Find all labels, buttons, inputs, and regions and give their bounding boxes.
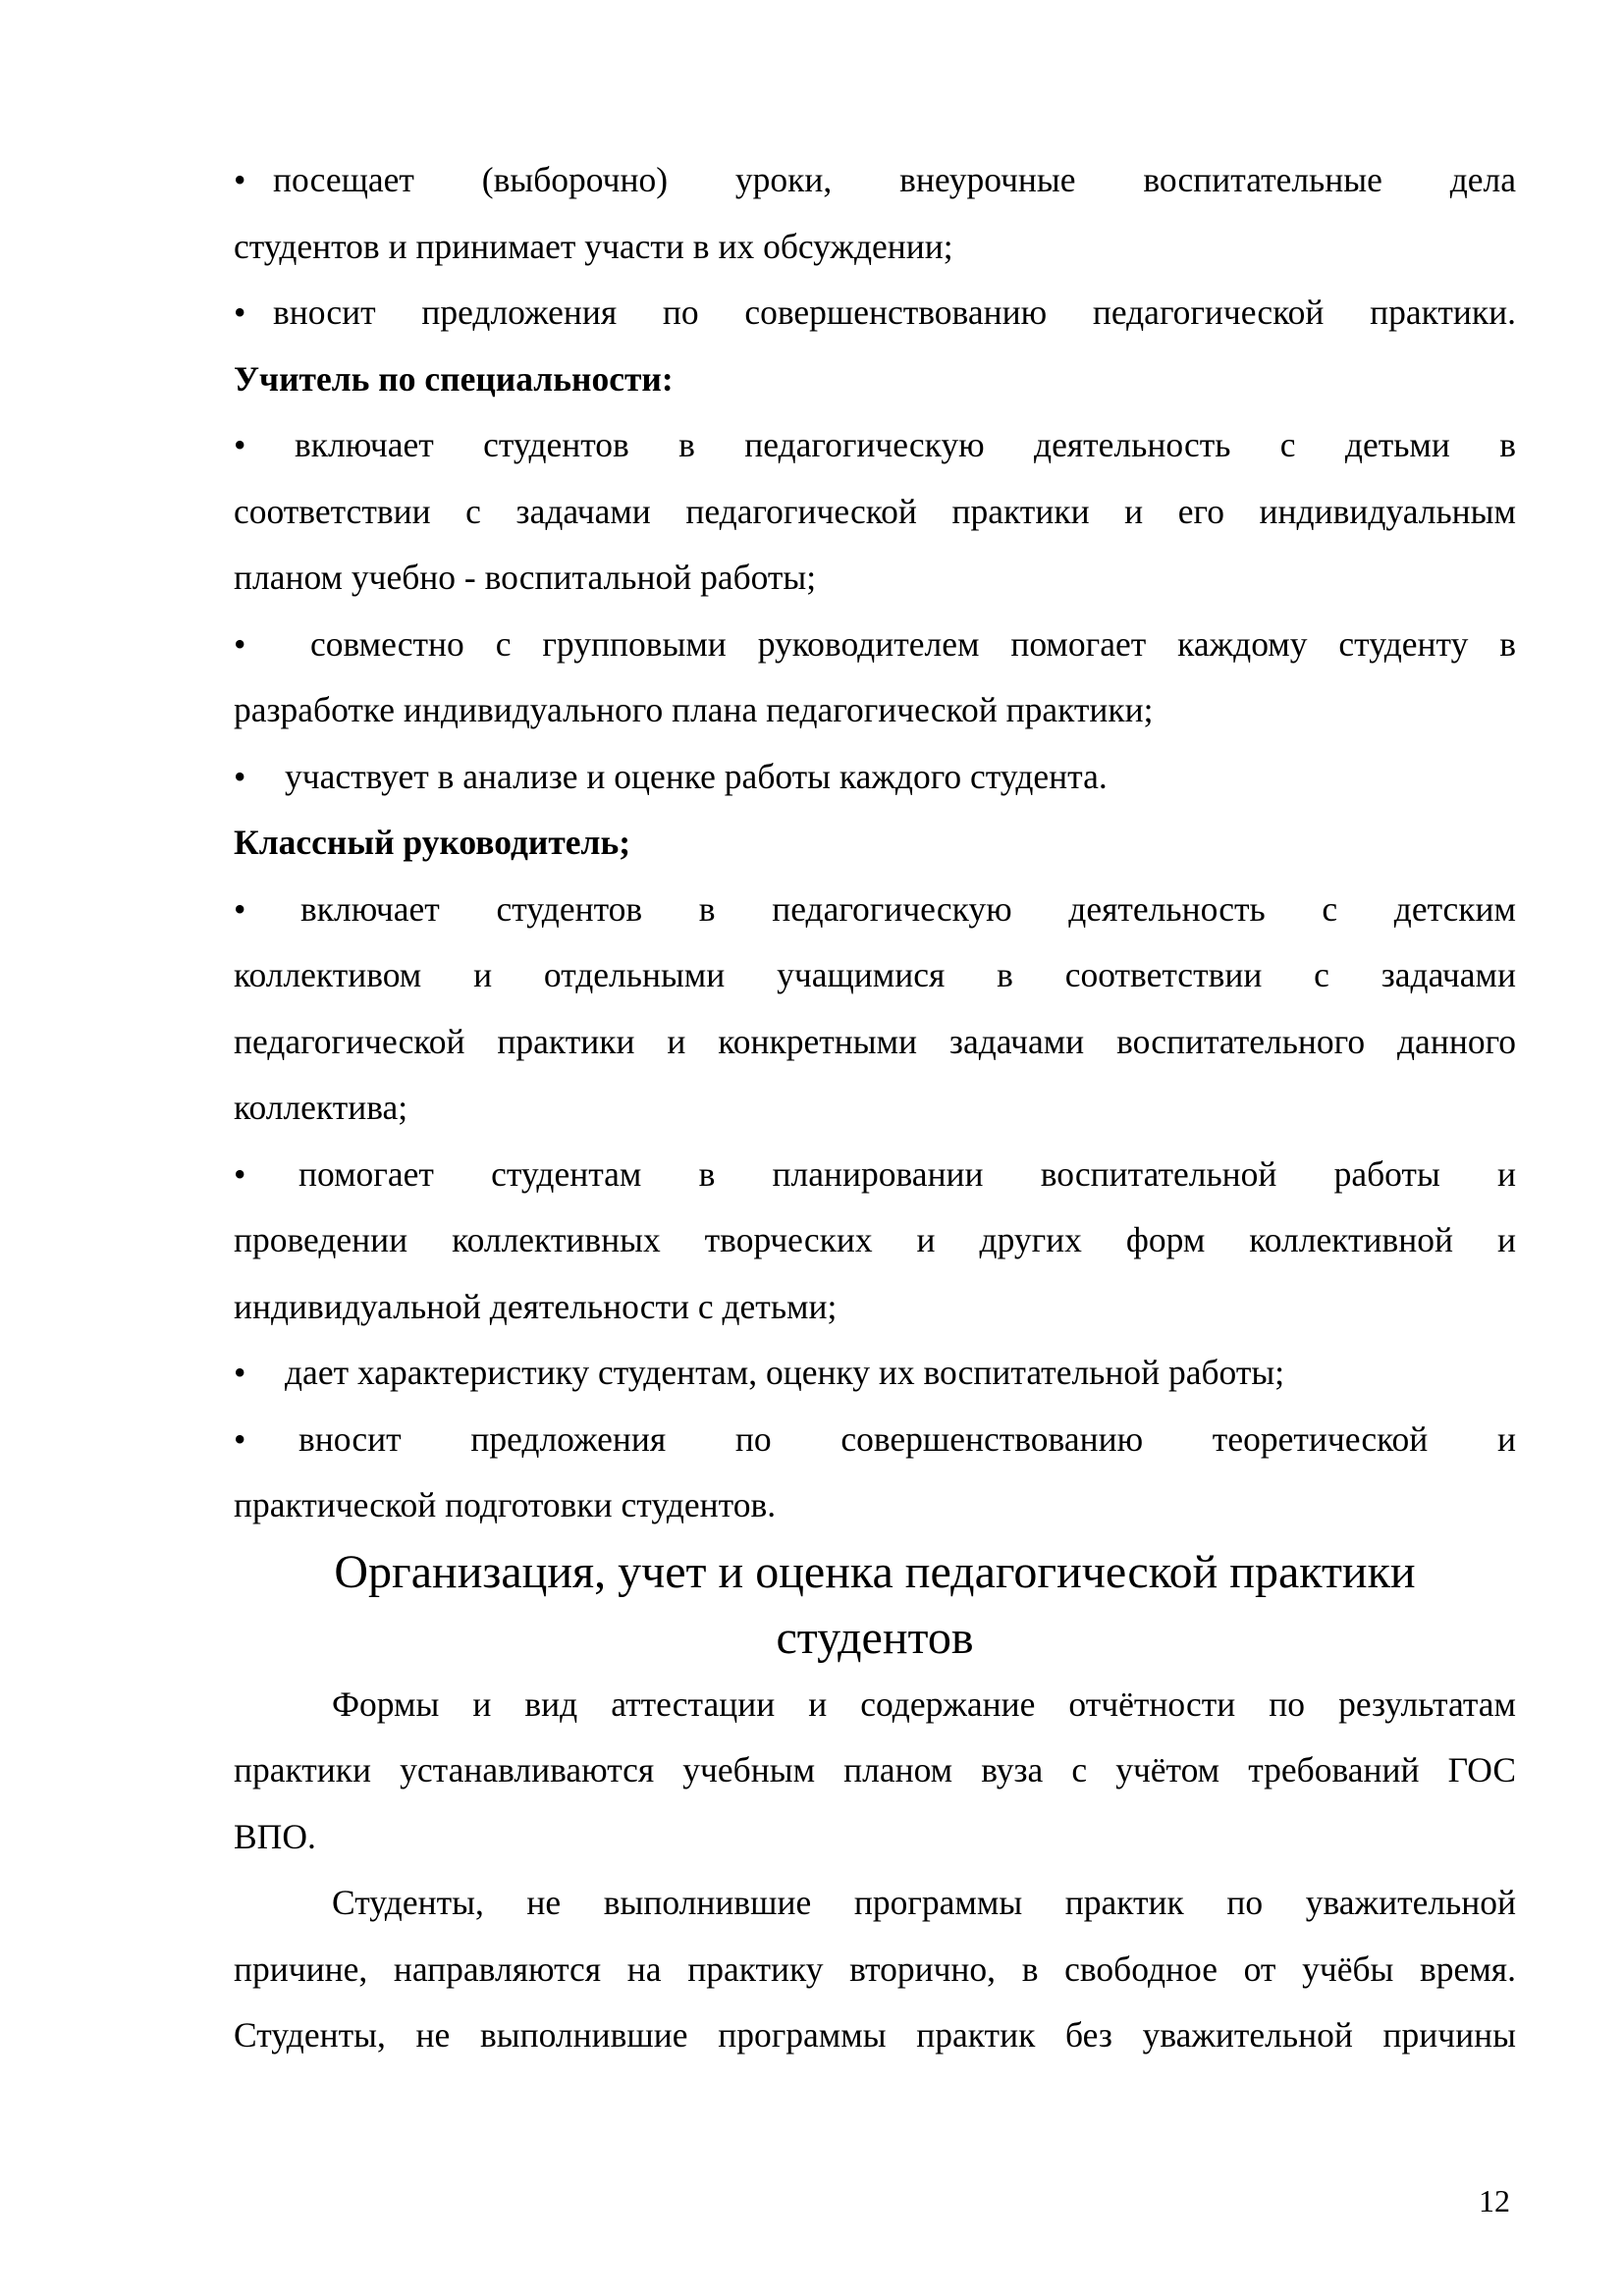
text-line: коллектива; bbox=[234, 1088, 408, 1127]
text-line: педагогической практики и конкретными задачами воспитательного данного bbox=[234, 1021, 1516, 1061]
bullet-icon: • bbox=[234, 888, 246, 929]
section-title: студентов bbox=[776, 1612, 974, 1664]
list-item bbox=[234, 412, 1516, 479]
list-item-text: совместно с групповыми руководителем помогает каждому студенту в bbox=[310, 623, 1516, 664]
text-line: студентов и принимает участи в их обсуждении; bbox=[234, 226, 953, 266]
section-heading-teacher: Учитель по специальности: bbox=[234, 358, 674, 399]
list-item bbox=[234, 280, 1516, 347]
list-item bbox=[234, 1340, 1516, 1407]
list-item-text: включает студентов в педагогическую деятельность с детьми в bbox=[295, 425, 1516, 464]
list-item-text: помогает студентам в планировании воспитательной работы и bbox=[298, 1153, 1516, 1194]
paragraph-line: Формы и вид аттестации и содержание отчётности по результатам bbox=[332, 1683, 1516, 1724]
text-line: практической подготовки студентов. bbox=[234, 1485, 777, 1524]
list-item bbox=[234, 877, 1516, 943]
paragraph-line: Студенты, не выполнившие программы практик по уважительной bbox=[332, 1883, 1516, 1922]
bullet-icon: • bbox=[234, 160, 246, 199]
list-item bbox=[234, 744, 1516, 811]
list-item-text: вносит предложения по совершенствованию педагогической практики. bbox=[273, 293, 1516, 332]
text-line: разработке индивидуального плана педагогической практики; bbox=[234, 690, 1154, 729]
list-item-text: вносит предложения по совершенствованию теоретической и bbox=[298, 1418, 1516, 1459]
bullet-icon: • bbox=[234, 1418, 246, 1459]
list-item bbox=[234, 612, 1516, 678]
list-item bbox=[234, 1407, 1516, 1473]
list-item bbox=[234, 1142, 1516, 1208]
list-item-text: включает студентов в педагогическую деятельность с детским bbox=[300, 888, 1516, 929]
text-line: индивидуальной деятельности с детьми; bbox=[234, 1286, 838, 1326]
bullet-icon: • bbox=[234, 623, 246, 664]
bullet-icon: • bbox=[234, 756, 246, 796]
bullet-icon: • bbox=[234, 1153, 246, 1194]
paragraph-line: ВПО. bbox=[234, 1816, 316, 1856]
section-heading-class-teacher: Классный руководитель; bbox=[234, 823, 631, 862]
document-page bbox=[234, 147, 1516, 2069]
bullet-icon: • bbox=[234, 293, 246, 332]
text-line: соответствии с задачами педагогической практики и его индивидуальным bbox=[234, 491, 1516, 531]
list-item-text: дает характеристику студентам, оценку их воспитательной работы; bbox=[285, 1353, 1285, 1392]
paragraph-line: причине, направляются на практику вторично, в свободное от учёбы время. bbox=[234, 1949, 1516, 1989]
list-item-text: участвует в анализе и оценке работы каждого студента. bbox=[285, 756, 1108, 796]
list-item-text: посещает (выборочно) уроки, внеурочные воспитательные дела bbox=[273, 160, 1516, 199]
section-title: Организация, учет и оценка педагогической практики bbox=[334, 1545, 1416, 1598]
paragraph-line: практики устанавливаются учебным планом вуза с учётом требований ГОС bbox=[234, 1750, 1516, 1789]
text-line: проведении коллективных творческих и других форм коллективной и bbox=[234, 1220, 1516, 1259]
text-line: планом учебно - воспитальной работы; bbox=[234, 558, 817, 597]
bullet-icon: • bbox=[234, 425, 246, 464]
list-item bbox=[234, 147, 1516, 214]
text-line: коллективом и отдельными учащимися в соответствии с задачами bbox=[234, 955, 1516, 994]
bullet-icon: • bbox=[234, 1353, 246, 1392]
paragraph-line: Студенты, не выполнившие программы практик без уважительной причины bbox=[234, 2015, 1516, 2055]
page-number: 12 bbox=[1479, 2183, 1510, 2218]
